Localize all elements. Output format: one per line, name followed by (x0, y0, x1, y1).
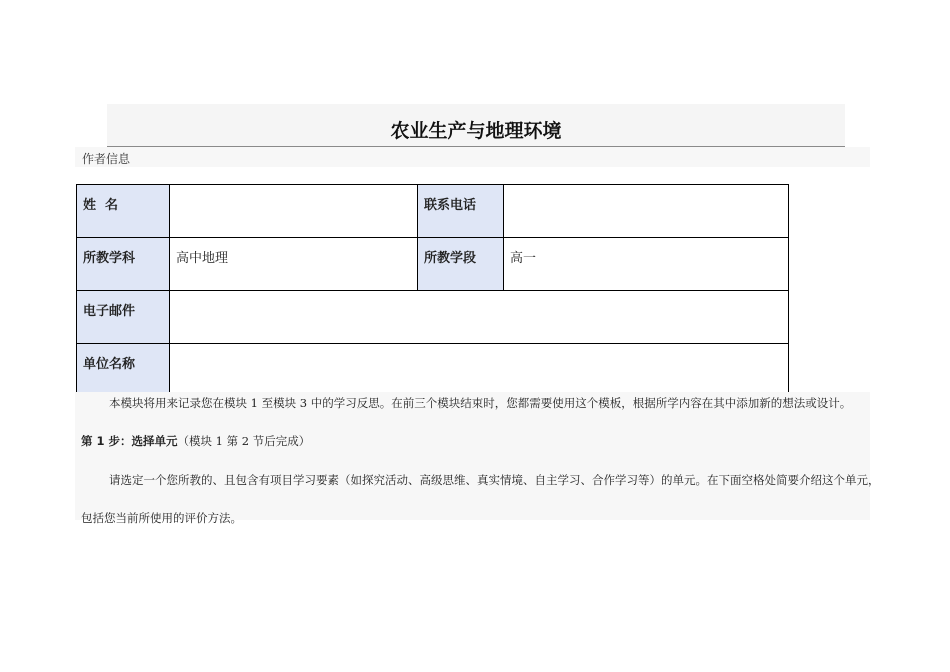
grade-label: 所教学段 (418, 238, 504, 291)
unit-label: 单位名称 (77, 344, 170, 397)
subject-value-cell[interactable]: 高中地理 (170, 238, 418, 291)
name-label: 姓 名 (77, 185, 170, 238)
table-row (77, 185, 789, 238)
author-info-table (76, 184, 789, 397)
title-band (107, 104, 845, 147)
email-value-cell[interactable] (170, 291, 789, 344)
author-info-row (75, 147, 870, 167)
instruction-paragraph-line1: 请选定一个您所教的、且包含有项目学习要素（如探究活动、高级思维、真实情境、自主学习、合作学习等）的单元。在下面空格处简要介绍这个单元， (109, 473, 880, 487)
step-note: （模块 1 第 2 节后完成） (177, 434, 311, 448)
intro-paragraph: 本模块将用来记录您在模块 1 至模块 3 中的学习反思。在前三个模块结束时，您都需要使用这个模板，根据所学内容在其中添加新的想法或设计。 (109, 396, 852, 410)
instruction-paragraph-line2: 包括您当前所使用的评价方法。 (81, 511, 242, 525)
grade-value-cell[interactable]: 高一 (504, 238, 789, 291)
step-heading: 第 1 步：选择单元 (81, 434, 178, 448)
table-row (77, 291, 789, 344)
author-info-label: 作者信息 (82, 152, 131, 166)
table-row (77, 344, 789, 397)
phone-label: 联系电话 (418, 185, 504, 238)
email-label: 电子邮件 (77, 291, 170, 344)
unit-value-cell[interactable] (170, 344, 789, 397)
document-title: 农业生产与地理环境 (390, 120, 562, 142)
step-heading-line (81, 433, 310, 449)
document-body (75, 392, 880, 525)
subject-label: 所教学科 (77, 238, 170, 291)
phone-value-cell[interactable] (504, 185, 789, 238)
table-row (77, 238, 789, 291)
name-value-cell[interactable] (170, 185, 418, 238)
